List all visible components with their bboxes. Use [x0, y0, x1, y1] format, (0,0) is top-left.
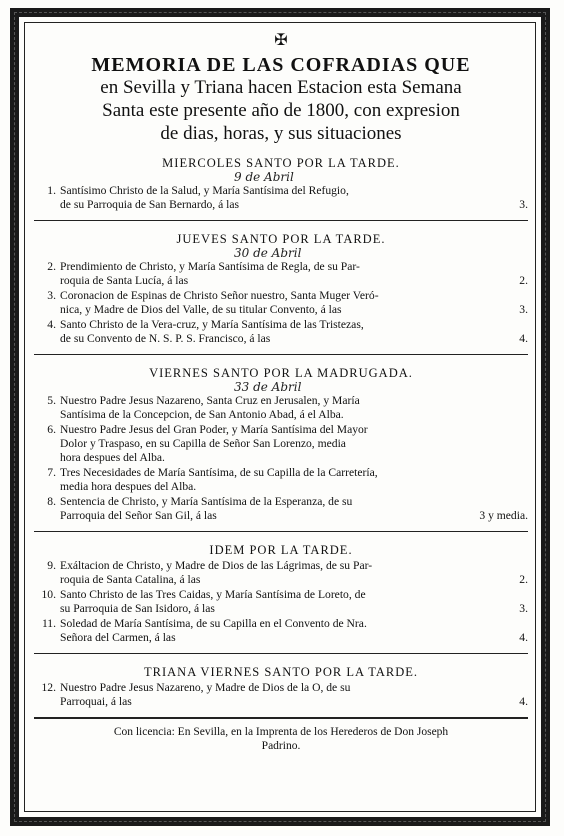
entry-text: [60, 260, 528, 288]
entry-location: Santísima de la Concepcion, de San Antonio Abad, á el Alba.: [60, 408, 344, 421]
section-divider: [34, 653, 528, 654]
entry-text: [60, 559, 528, 587]
cofradia-entry: [34, 588, 528, 616]
handwritten-date-note: 9 de Abril: [234, 170, 294, 184]
entry-number: 8.: [47, 495, 56, 508]
entry-number: 3.: [47, 289, 56, 302]
entry-text: [60, 681, 528, 709]
entry-number: 9.: [47, 559, 56, 572]
entry-location: nica, y Madre de Dios del Valle, de su titular Convento, á las: [60, 303, 342, 316]
entry-location: su Parroquia de San Isidoro, á las: [60, 602, 215, 615]
entry-line: Soledad de María Santísima, de su Capilla en el Convento de Nra.: [60, 617, 367, 630]
entry-last-line: [60, 198, 528, 212]
document-content: [34, 34, 528, 753]
handwritten-date-note: 33 de Abril: [234, 380, 302, 394]
entry-text: [60, 617, 528, 645]
entry-line: Dolor y Traspaso, en su Capilla de Señor San Lorenzo, media: [60, 437, 346, 450]
entry-line: Nuestro Padre Jesus del Gran Poder, y María Santísima del Mayor: [60, 423, 368, 436]
title-line-2: en Sevilla y Triana hacen Estacion esta Semana: [100, 77, 462, 98]
entry-number: 7.: [47, 466, 56, 479]
sections-list: [34, 155, 528, 709]
entry-number: 2.: [47, 260, 56, 273]
entry-line: Exáltacion de Christo, y Madre de Dios de las Lágrimas, de su Par-: [60, 559, 373, 572]
entry-last-line: [60, 274, 528, 288]
entry-last-line: [60, 480, 528, 494]
entry-text: [60, 466, 528, 494]
entry-line: Coronacion de Espinas de Christo Señor nuestro, Santa Muger Veró-: [60, 289, 379, 302]
entry-last-line: [60, 509, 528, 523]
section-divider: [34, 220, 528, 221]
divider: [34, 717, 528, 719]
cofradia-entry: [34, 466, 528, 494]
entry-last-line: [60, 695, 528, 709]
entry-hour: 3.: [519, 602, 528, 615]
entry-location: Parroquia del Señor San Gil, á las: [60, 509, 217, 522]
entry-number: 6.: [47, 423, 56, 436]
entry-last-line: [60, 332, 528, 346]
imprint-line-1: Con licencia: En Sevilla, en la Imprenta de los Herederos de Don Joseph: [113, 726, 449, 738]
cofradia-entry: [34, 260, 528, 288]
entry-location: roquia de Santa Catalina, á las: [60, 573, 201, 586]
entry-hour: 2.: [519, 573, 528, 586]
entry-text: [60, 394, 528, 422]
entry-last-line: [60, 631, 528, 645]
title-line-4: de dias, horas, y sus situaciones: [160, 123, 402, 144]
entry-hour: 2.: [519, 274, 528, 287]
entry-last-line: [60, 602, 528, 616]
entry-text: [60, 318, 528, 346]
entry-location: hora despues del Alba.: [60, 451, 165, 464]
cofradia-entry: [34, 423, 528, 465]
entry-text: [60, 184, 528, 212]
entry-text: [60, 289, 528, 317]
entry-location: de su Convento de N. S. P. S. Francisco, á las: [60, 332, 271, 345]
section-divider: [34, 354, 528, 355]
cofradia-entry: [34, 318, 528, 346]
entry-number: 1.: [47, 184, 56, 197]
entry-hour: 3.: [519, 198, 528, 211]
cross-icon: ✠: [274, 32, 288, 49]
entry-location: roquia de Santa Lucía, á las: [60, 274, 189, 287]
cofradia-entry: [34, 681, 528, 709]
title-line-1: MEMORIA DE LAS COFRADIAS QUE: [91, 54, 471, 76]
entry-text: [60, 423, 528, 465]
entry-line: Nuestro Padre Jesus Nazareno, Santa Cruz en Jerusalen, y María: [60, 394, 360, 407]
entry-number: 4.: [47, 318, 56, 331]
cofradia-entry: [34, 394, 528, 422]
entry-hour: 4.: [519, 631, 528, 644]
entry-number: 10.: [41, 588, 56, 601]
entry-line: Nuestro Padre Jesus Nazareno, y Madre de Dios de la O, de su: [60, 681, 351, 694]
entry-hour: 3 y media.: [479, 509, 528, 522]
section-heading: VIERNES SANTO POR LA MADRUGADA.: [149, 366, 413, 380]
cofradia-entry: [34, 559, 528, 587]
cofradia-entry: [34, 617, 528, 645]
cofradia-entry: [34, 184, 528, 212]
entry-line: Sentencia de Christo, y María Santísima de la Esperanza, de su: [60, 495, 353, 508]
entry-line: Santo Christo de la Vera-cruz, y María Santísima de las Tristezas,: [60, 318, 364, 331]
entry-hour: 3.: [519, 303, 528, 316]
title-line-3: Santa este presente año de 1800, con expresion: [102, 100, 460, 121]
cofradia-entry: [34, 289, 528, 317]
section-heading: TRIANA VIERNES SANTO POR LA TARDE.: [144, 665, 418, 679]
entry-location: Parroquai, á las: [60, 695, 132, 708]
section-heading: MIERCOLES SANTO POR LA TARDE.: [162, 156, 400, 170]
entry-last-line: [60, 573, 528, 587]
entry-last-line: [60, 303, 528, 317]
entry-last-line: [60, 451, 528, 465]
section-heading: IDEM POR LA TARDE.: [209, 543, 353, 557]
entry-last-line: [60, 408, 528, 422]
imprint-line-2: Padrino.: [261, 740, 301, 752]
entry-hour: 4.: [519, 695, 528, 708]
section-heading: JUEVES SANTO POR LA TARDE.: [176, 232, 386, 246]
entry-number: 5.: [47, 394, 56, 407]
entry-number: 12.: [41, 681, 56, 694]
entry-number: 11.: [41, 617, 56, 630]
entry-text: [60, 495, 528, 523]
entry-location: media hora despues del Alba.: [60, 480, 197, 493]
entry-line: Santísimo Christo de la Salud, y María Santísima del Refugio,: [60, 184, 349, 197]
section-divider: [34, 531, 528, 532]
entry-line: Santo Christo de las Tres Caidas, y María Santísima de Loreto, de: [60, 588, 366, 601]
entry-hour: 4.: [519, 332, 528, 345]
entry-location: de su Parroquia de San Bernardo, á las: [60, 198, 240, 211]
entry-location: Señora del Carmen, á las: [60, 631, 176, 644]
cofradia-entry: [34, 495, 528, 523]
entry-text: [60, 588, 528, 616]
handwritten-date-note: 30 de Abril: [234, 246, 302, 260]
entry-line: Tres Necesidades de María Santísima, de su Capilla de la Carretería,: [60, 466, 378, 479]
entry-line: Prendimiento de Christo, y María Santísima de Regla, de su Par-: [60, 260, 360, 273]
